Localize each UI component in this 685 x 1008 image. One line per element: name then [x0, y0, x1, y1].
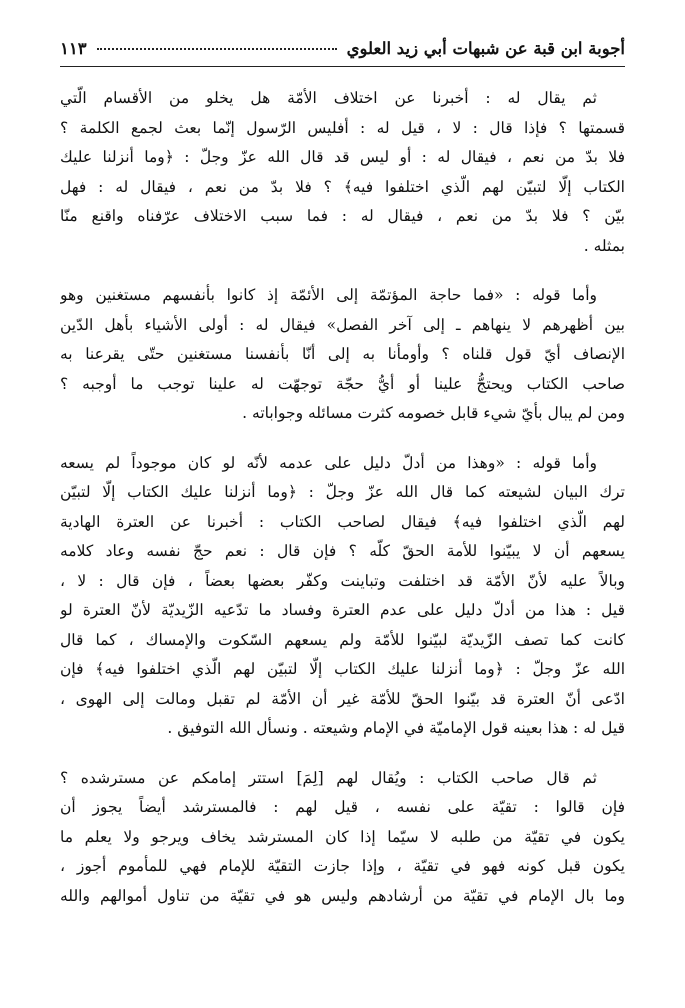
paragraph-3: [60, 449, 625, 744]
text-line: الإنصاف أيّ قول قلناه ؟ وأومأنا به إلى أنّا بأنفسنا مستغنين حتّى يقرعنا به: [60, 345, 625, 363]
text-line: فإن قالوا : تقيّة على نفسه ، قيل لهم : فالمسترشد أيضاً يجوز أن: [60, 798, 625, 816]
text-line: الكتاب إلّا لتبيّن لهم الّذي اختلفوا فيه﴾ ؟ فلا بدّ من نعم ، فيقال له : فهل: [60, 177, 625, 196]
text-line: قسمتها ؟ فإذا قال : لا ، قيل له : أفليس الرّسول إنّما بعث لجمع الكلمة ؟: [60, 118, 625, 137]
text-line: ومن لم يبال بأيّ شيء قابل خصومه كثرت مسائله وجواباته .: [242, 404, 625, 422]
text-line: وما بال الإمام في تقيّة من أرشادهم وليس هو في تقيّة من تناول أموالهم والله: [60, 886, 625, 905]
text-line: بيّن ؟ فلا بدّ من نعم ، فيقال له : فما سبب الاختلاف عرّفناه واقنع منّا: [60, 207, 625, 225]
text-line: يسعهم أن لا يبيّنوا للأمة الحقّ كلّه ؟ فإن قال : نعم حجّ نفسه وعاد كلامه: [60, 542, 625, 560]
text-line: كانت كما تصف الزّيديّة لبيّنوا للأمّة ولم يسعهم السّكوت والإمساك ، كما قال: [60, 630, 625, 649]
text-line: صاحب الكتاب ويحتجُّ علينا أو أيُّ حجّة توجهّت له علينا توجب ما أوجبه ؟: [60, 374, 625, 393]
page-number: ١١٣: [60, 38, 87, 58]
text-line: يكون في تقيّة من طلبه لا سيّما إذا كان المسترشد يخاف ويرجو ولا يعلم ما: [60, 827, 625, 846]
text-line: يكون قبل كونه فهو في تقيّة ، وإذا جازت التقيّة للإمام فهي للمأموم أجوز ،: [60, 857, 625, 875]
text-line: وبالاً عليه لأنّ الأمّة قد اختلفت وتباينت وكفّر بعضها بعضاً ، فإن قال : لا ،: [60, 571, 625, 590]
text-line: ثم يقال له : أخبرنا عن اختلاف الأمّة هل يخلو من الأقسام الّتي: [60, 89, 597, 107]
text-line: فلا بدّ من نعم ، فيقال له : أو ليس قد قال الله عزّ وجلّ : ﴿وما أنزلنا عليك: [60, 148, 625, 166]
text-line: ادّعى أنّ العترة قد بيّنوا الحقّ للأمّة غير أن الأمّة لم تقبل ومالت إلى الهوى ،: [60, 689, 625, 708]
text-line: بمثله .: [583, 236, 625, 255]
header-rule: [60, 66, 625, 67]
text-line: ترك البيان لشيعته كما قال الله عزّ وجلّ : ﴿وما أنزلنا عليك الكتاب إلّا لتبيّن: [60, 483, 625, 501]
text-line: قيل له : هذا بعينه قول الإماميّة في الإمام وشيعته . ونسأل الله التوفيق .: [167, 719, 625, 737]
dotted-leader: [97, 46, 337, 50]
running-title: أجوبة ابن قبة عن شبهات أبي زيد العلوي: [346, 38, 625, 58]
text-line: وأما قوله : «فما حاجة المؤتمّة إلى الأئمّة إذ كانوا بأنفسهم مستغنين وهو: [60, 286, 597, 304]
page-body: [60, 84, 625, 931]
page-header: [60, 34, 625, 62]
text-line: قيل : هذا من أدلّ دليل على عدم العترة وفساد ما تدّعيه الزّيديّة لأنّ العترة لو: [60, 601, 625, 619]
paragraph-2: [60, 281, 625, 429]
paragraph-1: [60, 84, 625, 261]
text-line: لهم الّذي اختلفوا فيه﴾ فيقال لصاحب الكتاب : أخبرنا عن العترة الهادية: [60, 512, 625, 531]
text-line: الله عزّ وجلّ : ﴿وما أنزلنا عليك الكتاب إلّا لتبيّن لهم الّذي اختلفوا فيه﴾ فإن: [60, 660, 625, 678]
paragraph-4: [60, 764, 625, 912]
text-line: وأما قوله : «وهذا من أدلّ دليل على عدمه لأنّه لو كان موجوداً لم يسعه: [60, 453, 597, 472]
text-line: بين أظهرهم لا ينهاهم ـ إلى آخر الفصل» فيقال له : أولى الأشياء بأهل الدّين: [60, 315, 625, 334]
text-line: ثم قال صاحب الكتاب : ويُقال لهم [لِمَ] استتر إمامكم عن مسترشده ؟: [60, 768, 597, 787]
